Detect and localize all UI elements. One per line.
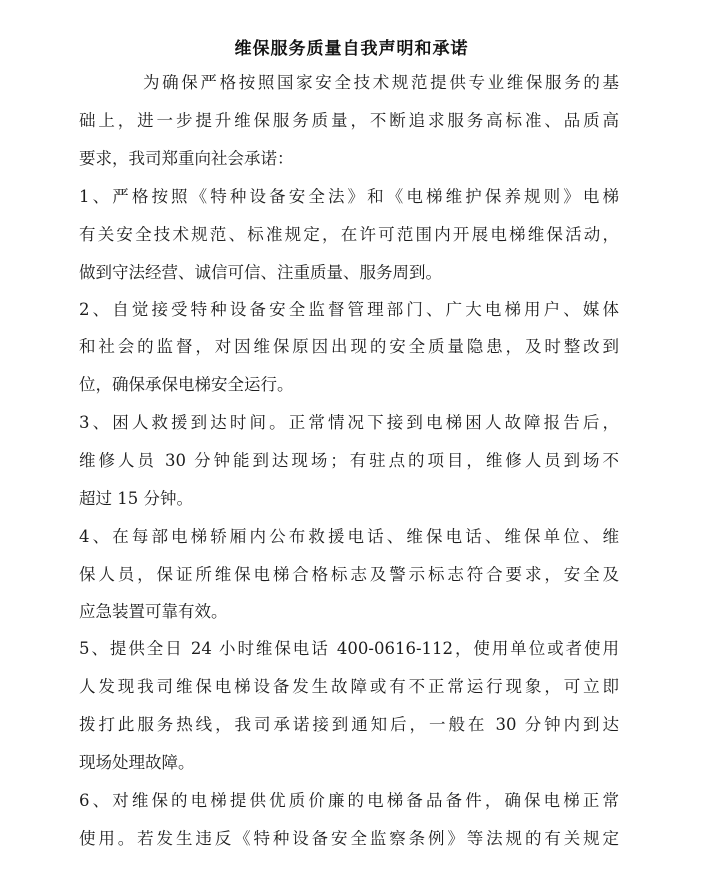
commitment-item-3-line: 维修人员 30 分钟能到达现场；有驻点的项目，维修人员到场不 <box>79 451 619 470</box>
commitment-item-3-line: 3、困人救援到达时间。正常情况下接到电梯困人故障报告后， <box>79 413 619 432</box>
commitment-item-3-line: 超过 15 分钟。 <box>79 489 193 508</box>
commitment-item-2-line: 和社会的监督，对因维保原因出现的安全质量隐患，及时整改到 <box>79 337 619 356</box>
commitment-item-5-line: 人发现我司维保电梯设备发生故障或有不正常运行现象，可立即 <box>79 677 619 696</box>
commitment-item-5-line: 拨打此服务热线，我司承诺接到通知后，一般在 30 分钟内到达 <box>79 715 619 734</box>
commitment-item-4-line: 应急装置可靠有效。 <box>79 602 228 621</box>
commitment-item-5-line: 现场处理故障。 <box>79 753 195 772</box>
document-title: 维保服务质量自我声明和承诺 <box>234 39 469 59</box>
intro-line: 为确保严格按照国家安全技术规范提供专业维保服务的基 <box>143 73 619 92</box>
commitment-item-1-line: 1、严格按照《特种设备安全法》和《电梯维护保养规则》电梯 <box>79 187 619 206</box>
commitment-item-1-line: 做到守法经营、诚信可信、注重质量、服务周到。 <box>79 263 442 282</box>
commitment-item-2-line: 2、自觉接受特种设备安全监督管理部门、广大电梯用户、媒体 <box>79 300 619 319</box>
commitment-item-1-line: 有关安全技术规范、标准规定，在许可范围内开展电梯维保活动， <box>79 225 619 244</box>
commitment-item-6-line: 使用。若发生违反《特种设备安全监察条例》等法规的有关规定 <box>79 829 619 848</box>
commitment-item-4-line: 保人员，保证所维保电梯合格标志及警示标志符合要求，安全及 <box>79 565 619 584</box>
intro-line: 要求，我司郑重向社会承诺： <box>79 149 294 168</box>
commitment-item-2-line: 位，确保承保电梯安全运行。 <box>79 375 294 394</box>
commitment-item-6-line: 6、对维保的电梯提供优质价廉的电梯备品备件，确保电梯正常 <box>79 791 619 810</box>
commitment-item-5-line: 5、提供全日 24 小时维保电话 400-0616-112，使用单位或者使用 <box>79 639 619 658</box>
intro-line: 础上，进一步提升维保服务质量，不断追求服务高标准、品质高 <box>79 111 619 130</box>
commitment-item-4-line: 4、在每部电梯轿厢内公布救援电话、维保电话、维保单位、维 <box>79 527 619 546</box>
